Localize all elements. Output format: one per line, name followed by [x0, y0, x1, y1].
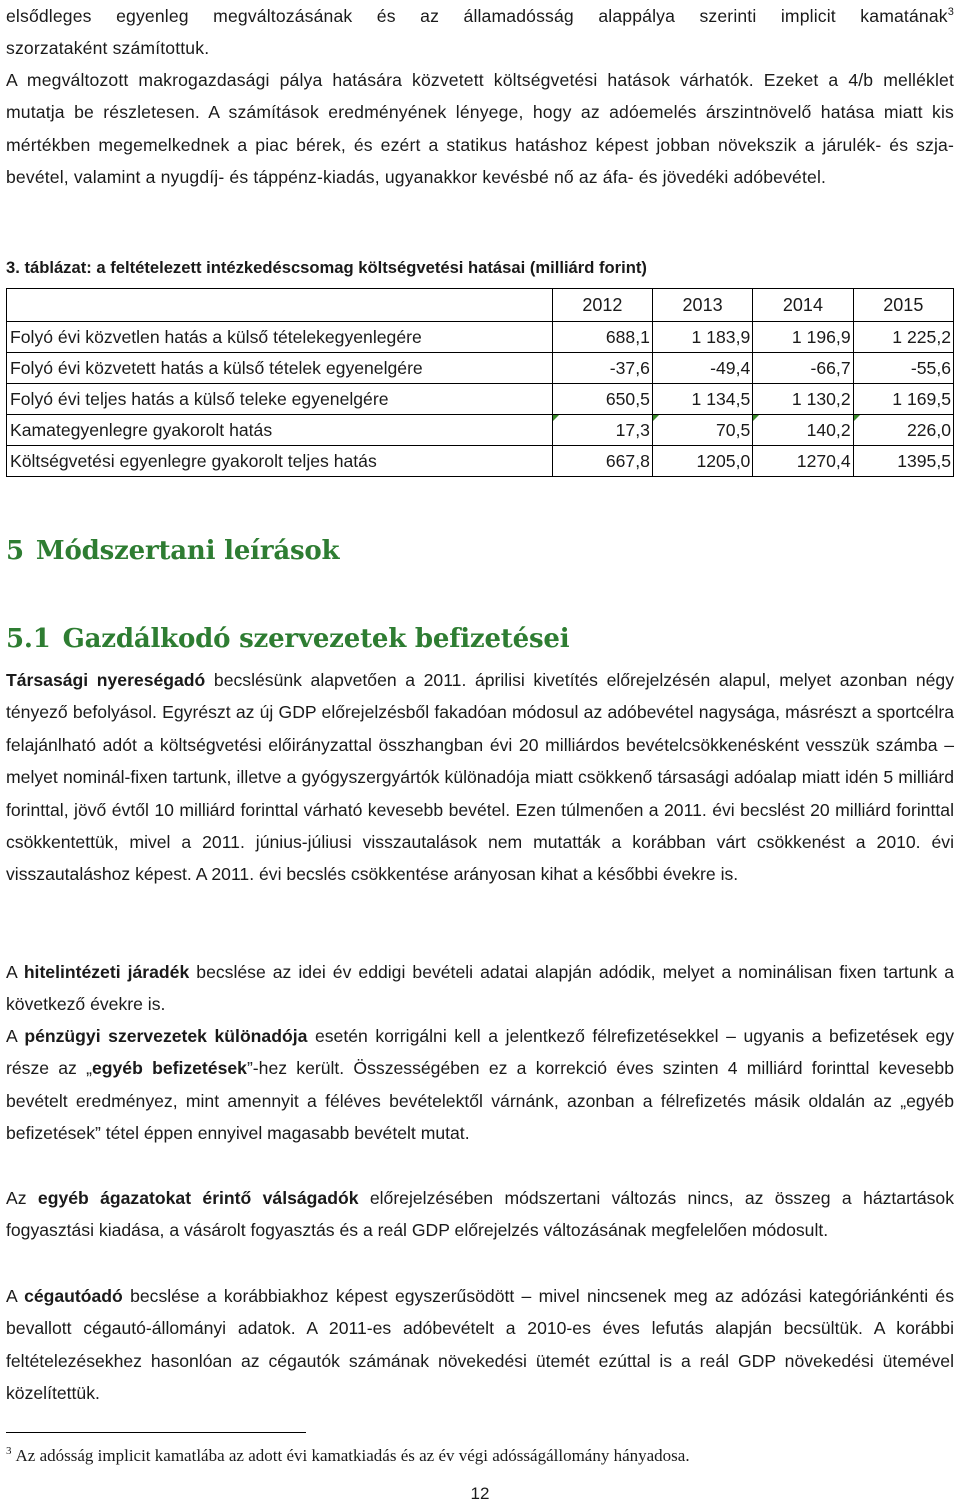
table-cell: 1 130,2 — [753, 384, 853, 415]
paragraph-text: esetén korrigálni kell a jelentkező félrefizetésekkel – ugyanis a befizetések egy része az „ — [6, 1026, 954, 1079]
paragraph-text: becslése az idei év eddigi bevételi adatai alapján adódik, melyet a nominálisan fixen tartunk a következő évekre is. — [6, 962, 955, 1015]
table-row — [7, 322, 954, 353]
paragraph-text: A — [6, 1026, 25, 1046]
section-number: 5 — [6, 536, 24, 566]
paragraph-text: A — [6, 1286, 25, 1306]
row-label: Költségvetési egyenlegre gyakorolt teljes hatás — [7, 446, 553, 477]
table-cell: 1 169,5 — [853, 384, 953, 415]
bold-term: pénzügyi szervezetek különadója — [24, 1026, 308, 1046]
footnote-separator — [6, 1432, 306, 1433]
table-cell: 70,5 — [652, 415, 752, 446]
intro-text-line2: szorzataként számítottuk. — [6, 38, 210, 59]
table-cell: -55,6 — [853, 353, 953, 384]
body-paragraph-company-car-tax — [6, 1280, 954, 1410]
table-cell: 1205,0 — [652, 446, 752, 477]
bold-term: egyéb befizetések — [91, 1058, 247, 1079]
body-paragraph-financial-levy — [6, 1020, 954, 1150]
table-cell: -37,6 — [552, 353, 652, 384]
table-cell: -66,7 — [753, 353, 853, 384]
bold-term: cégautóadó — [24, 1286, 123, 1306]
body-paragraph-corporate-tax — [6, 664, 954, 891]
row-label: Kamategyenlegre gyakorolt hatás — [7, 415, 553, 446]
year-header: 2013 — [652, 289, 752, 322]
intro-text-line1: elsődleges egyenleg megváltozásának és az államadósság alappálya szerinti implicit kamatának — [6, 6, 948, 26]
section-title: Módszertani leírások — [35, 536, 340, 566]
table-cell: 140,2 — [753, 415, 853, 446]
footnote-text: Az adósság implicit kamatlába az adott évi kamatkiadás és az év végi adósságállomány hányadosa. — [15, 1446, 690, 1465]
row-label: Folyó évi teljes hatás a külső teleke egyenelgére — [7, 384, 553, 415]
row-label: Folyó évi közvetett hatás a külső tételek egyenelgére — [7, 353, 553, 384]
table-cell: 1 225,2 — [853, 322, 953, 353]
bold-term: Társasági nyereségadó — [6, 670, 206, 690]
table-row — [7, 415, 954, 446]
table-cell: 226,0 — [853, 415, 953, 446]
paragraph-text: becslésünk alapvetően a 2011. áprilisi kivetítés előrejelzésén alapul, melyet azonban négy tényező befolyásol. Egyrészt az új GDP előrejelzésből fakadóan módosul az adóbevétel nagysága, másrészt a sportcélra felajánlható adót a költségvetési előirányzattal összhangban évi 20 milliárdos bevételcsökkenésként vesszük számba – melyet nominál-fixen tartunk, illetve a gyógyszergyártók különadója miatt csökkenő társasági adóalap miatt idén 5 milliárd forinttal, jövő évtől 10 milliárd forinttal várható kevesebb bevétel. Ezen túlmenően a 2011. évi becslést 20 milliárd forinttal csökkentettük, mivel a 2011. június-júliusi visszautalások nem mutatták a korábban várt csökkenést a 2010. évi visszautaláshoz képest. A 2011. évi becslés csökkentése arányosan kihat a későbbi évekre is. — [6, 670, 954, 885]
table-row — [7, 353, 954, 384]
table-cell: 688,1 — [552, 322, 652, 353]
bold-term: egyéb ágazatokat érintő válságadók — [37, 1188, 359, 1208]
table-cell: 1 134,5 — [652, 384, 752, 415]
footnote-ref[interactable]: 3 — [947, 6, 954, 19]
intro-paragraph-2 — [6, 64, 954, 194]
bold-term: hitelintézeti járadék — [23, 962, 190, 982]
section-heading-5 — [6, 536, 339, 566]
table-row — [7, 384, 954, 415]
table-cell: 650,5 — [552, 384, 652, 415]
paragraph-text: ”-hez került. Összességében ez a korrekció éves szinten 4 milliárd forinttal kevesebb bevételt eredményez, mint amennyit a féléves bevételektől várnánk, azonban a félrefizetés másik oldalán az „egyéb befizetések” tétel éppen ennyivel magasabb bevételt mutat. — [6, 1058, 954, 1144]
footnote — [6, 1446, 690, 1466]
body-paragraph-crisis-tax — [6, 1182, 954, 1247]
paragraph-text: becslése a korábbiakhoz képest egyszerűsödött – mivel nincsenek meg az adózási kategóriánkénti és bevallott cégautó-állományi adatok. A 2011-es adóbevételt a 2010-es éves lefutás alapján becsültük. A korábbi feltételezésekhez hasonlóan az cégautók számának növekedési ütemét ezúttal is a reál GDP növekedési ütemével közelítettük. — [6, 1286, 954, 1404]
year-header: 2014 — [753, 289, 853, 322]
table-row — [7, 446, 954, 477]
table-cell: 17,3 — [552, 415, 652, 446]
table-cell: 1270,4 — [753, 446, 853, 477]
section-number: 5.1 — [6, 624, 51, 654]
table-caption: 3. táblázat: a feltételezett intézkedéscsomag költségvetési hatásai (milliárd forint) — [6, 258, 647, 277]
table-cell: -49,4 — [652, 353, 752, 384]
table-cell: 667,8 — [552, 446, 652, 477]
body-paragraph-credit-institution — [6, 956, 954, 1021]
footnote-number: 3 — [6, 1445, 12, 1458]
row-label: Folyó évi közvetlen hatás a külső tételekegyenlegére — [7, 322, 553, 353]
section-heading-5-1 — [6, 624, 569, 654]
table-header-row — [7, 289, 954, 322]
paragraph-text: előrejelzésében módszertani változás nincs, az összeg a háztartások fogyasztási kiadása, a vásárolt fogyasztás és a reál GDP előrejelzés változásának megfelelően módosult. — [6, 1188, 955, 1241]
section-title: Gazdálkodó szervezetek befizetései — [62, 624, 570, 654]
table-cell: 1 183,9 — [652, 322, 752, 353]
budget-impact-table — [6, 288, 954, 477]
year-header: 2012 — [552, 289, 652, 322]
intro-paragraph-1 — [6, 0, 954, 65]
table-header-corner — [7, 289, 553, 322]
intro-text: A megváltozott makrogazdasági pálya hatására közvetett költségvetési hatások várhatók. Ezeket a 4/b melléklet mutatja be részletesen. A számítások eredményének lényege, hogy az adóemelés árszintnövelő hatása miatt kis mértékben megemelkednek a piac bérek, és ezért a statikus hatáshoz képest jobban növekszik a járulék- és szja-bevétel, valamint a nyugdíj- és táppénz-kiadás, ugyanakkor kevésbé nő az áfa- és jövedéki adóbevétel. — [6, 70, 954, 188]
page-number: 12 — [470, 1484, 490, 1503]
table-cell: 1 196,9 — [753, 322, 853, 353]
paragraph-text: Az — [6, 1188, 38, 1208]
paragraph-text: A — [6, 962, 24, 982]
table-cell: 1395,5 — [853, 446, 953, 477]
year-header: 2015 — [853, 289, 953, 322]
